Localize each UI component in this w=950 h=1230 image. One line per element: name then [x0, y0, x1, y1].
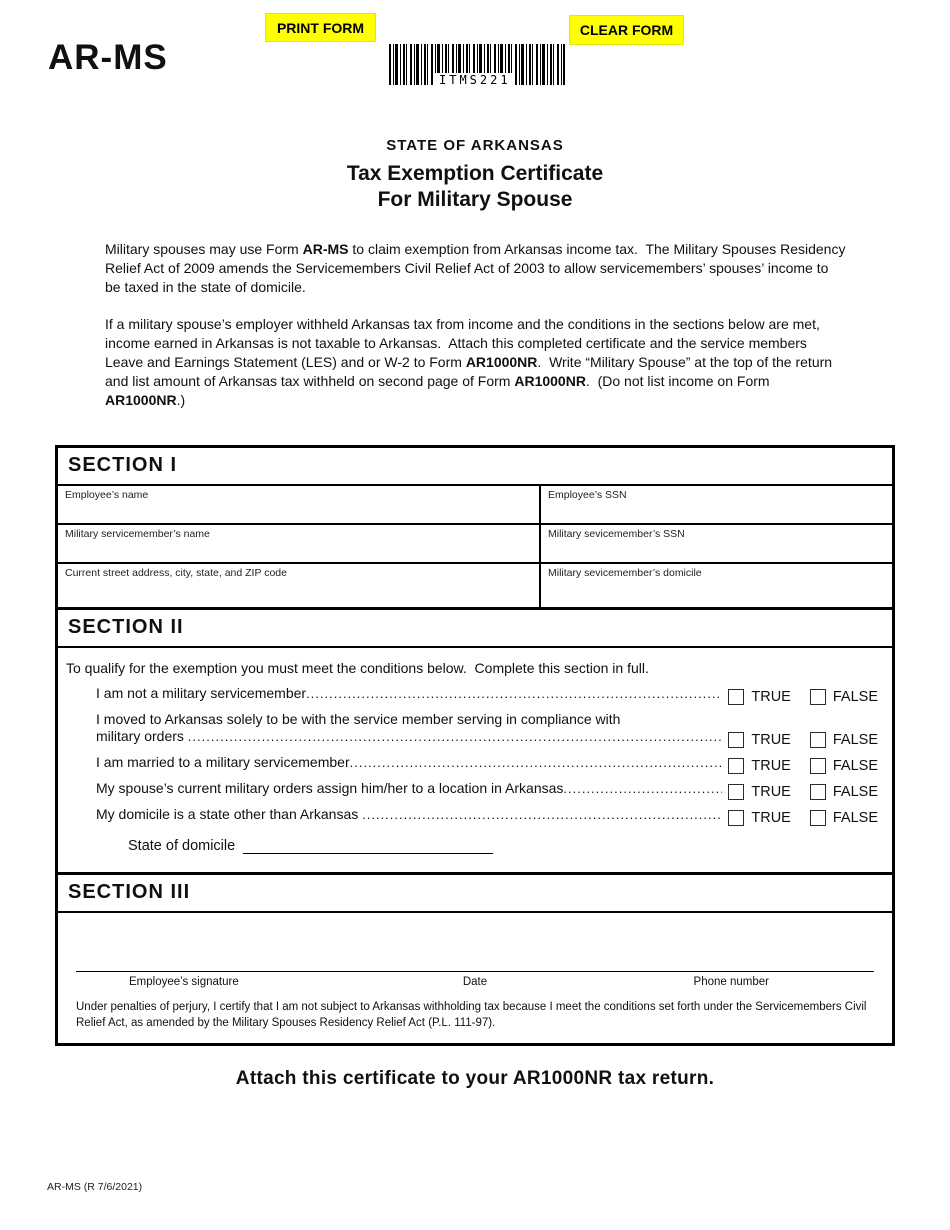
section-1-header: SECTION I	[58, 448, 892, 486]
intro-paragraph-1: Military spouses may use Form AR-MS to claim exemption from Arkansas income tax. The Military Spouses Residency Relief Act of 2009 amends the Servicemembers Civil Relief Act of 2003 to allow servicemembers’ spouses’ income to be taxed in the state of domicile.	[105, 241, 850, 295]
not-servicemember-true-checkbox[interactable]	[728, 689, 744, 705]
moved-to-arkansas-true-checkbox[interactable]	[728, 732, 744, 748]
table-row	[58, 564, 892, 607]
employee-ssn-label: Employee’s SSN	[548, 489, 627, 501]
title-line1: Tax Exemption Certificate	[346, 162, 604, 185]
domicile-other-state-true-checkbox[interactable]	[728, 810, 744, 826]
statement-4-text: My spouse’s current military orders assign him/her to a location in Arkansas	[96, 780, 564, 796]
servicemember-ssn-label: Military sevicemember’s SSN	[548, 528, 685, 540]
state-of-domicile-row	[128, 838, 878, 854]
attach-note: Attach this certificate to your AR1000NR tax return.	[235, 1068, 715, 1089]
statement-row-4	[66, 780, 878, 800]
false-label: FALSE	[832, 784, 878, 800]
statement-row-2	[66, 711, 878, 748]
street-address-label: Current street address, city, state, and ZIP code	[65, 567, 287, 579]
date-field[interactable]	[435, 913, 635, 971]
barcode-text: ITMS221	[435, 73, 515, 87]
statement-row-5	[66, 806, 878, 826]
employee-ssn-field[interactable]	[541, 486, 892, 523]
false-label: FALSE	[832, 810, 878, 826]
state-of-domicile-field[interactable]	[243, 839, 493, 854]
employee-name-label: Employee’s name	[65, 489, 149, 501]
true-label: TRUE	[751, 758, 791, 774]
intro-text	[105, 240, 850, 409]
form-revision: AR-MS (R 7/6/2021)	[47, 1181, 143, 1193]
intro-paragraph-2: If a military spouse’s employer withheld Arkansas tax from income and the conditions in the sections below are met, income earned in Arkansas is not taxable to Arkansas. Attach this completed certificate and the service members Leave and Earnings Statement (LES) and or W-2 to Form AR1000NR. Write “Military Spouse” at the top of the return and list amount of Arkansas tax withheld on second page of Form AR1000NR. (Do not list income on Form AR1000NR.)	[105, 316, 836, 408]
title-block	[0, 137, 950, 213]
dot-leader	[306, 685, 722, 702]
section-1	[55, 445, 895, 610]
statement-row-1	[66, 685, 878, 705]
state-of-domicile-label: State of domicile	[128, 838, 236, 854]
servicemember-name-field[interactable]	[58, 525, 541, 562]
employee-name-field[interactable]	[58, 486, 541, 523]
moved-to-arkansas-false-checkbox[interactable]	[810, 732, 826, 748]
employee-signature-field[interactable]	[76, 913, 435, 971]
true-label: TRUE	[751, 784, 791, 800]
perjury-statement: Under penalties of perjury, I certify that I am not subject to Arkansas withholding tax because I meet the conditions set forth under the Servicemembers Civil Relief Act, as amended by the Military Spouses Residency Relief Act (P.L. 111-97).	[76, 1001, 870, 1029]
statement-2-text-line1: I moved to Arkansas solely to be with the service member serving in compliance with	[96, 711, 621, 727]
section-2-header: SECTION II	[58, 610, 892, 648]
print-form-button[interactable]: PRINT FORM	[265, 13, 376, 42]
dot-leader	[362, 806, 722, 823]
section-3-body	[58, 913, 892, 1043]
section-2	[55, 607, 895, 875]
false-label: FALSE	[832, 758, 878, 774]
false-label: FALSE	[832, 689, 878, 705]
not-servicemember-false-checkbox[interactable]	[810, 689, 826, 705]
signature-labels	[76, 972, 874, 990]
barcode	[389, 44, 565, 85]
statement-5-text: My domicile is a state other than Arkansas	[96, 806, 363, 822]
servicemember-ssn-field[interactable]	[541, 525, 892, 562]
domicile-other-state-false-checkbox[interactable]	[810, 810, 826, 826]
statement-row-3	[66, 754, 878, 774]
street-address-field[interactable]	[58, 564, 541, 607]
section-3-header: SECTION III	[58, 875, 892, 913]
section-3	[55, 872, 895, 1046]
servicemember-domicile-field[interactable]	[541, 564, 892, 607]
statement-1-text: I am not a military servicemember	[96, 685, 307, 701]
servicemember-domicile-label: Military sevicemember’s domicile	[548, 567, 702, 579]
form-code-title: AR-MS	[48, 38, 168, 77]
servicemember-name-label: Military servicemember’s name	[65, 528, 210, 540]
signature-area	[76, 913, 874, 971]
true-label: TRUE	[751, 732, 791, 748]
true-label: TRUE	[751, 689, 791, 705]
phone-number-field[interactable]	[635, 913, 874, 971]
employee-signature-label: Employee’s signature	[129, 976, 239, 988]
section-2-instruction: To qualify for the exemption you must meet the conditions below. Complete this section in full.	[66, 660, 649, 676]
statement-3-text: I am married to a military servicemember	[96, 754, 350, 770]
dot-leader	[350, 754, 723, 771]
table-row	[58, 486, 892, 525]
table-row	[58, 525, 892, 564]
false-label: FALSE	[832, 732, 878, 748]
date-label: Date	[462, 976, 488, 988]
spouse-orders-arkansas-false-checkbox[interactable]	[810, 784, 826, 800]
married-to-servicemember-false-checkbox[interactable]	[810, 758, 826, 774]
married-to-servicemember-true-checkbox[interactable]	[728, 758, 744, 774]
phone-number-label: Phone number	[693, 976, 769, 988]
spouse-orders-arkansas-true-checkbox[interactable]	[728, 784, 744, 800]
dot-leader	[188, 728, 723, 745]
dot-leader	[563, 780, 722, 797]
title-state: STATE OF ARKANSAS	[386, 137, 564, 154]
true-label: TRUE	[751, 810, 791, 826]
form-sections	[55, 445, 895, 1046]
clear-form-button[interactable]: CLEAR FORM	[569, 15, 684, 45]
statement-2-text-line2: military orders	[96, 728, 188, 744]
section-2-body	[58, 648, 892, 872]
title-line2: For Military Spouse	[377, 188, 573, 211]
